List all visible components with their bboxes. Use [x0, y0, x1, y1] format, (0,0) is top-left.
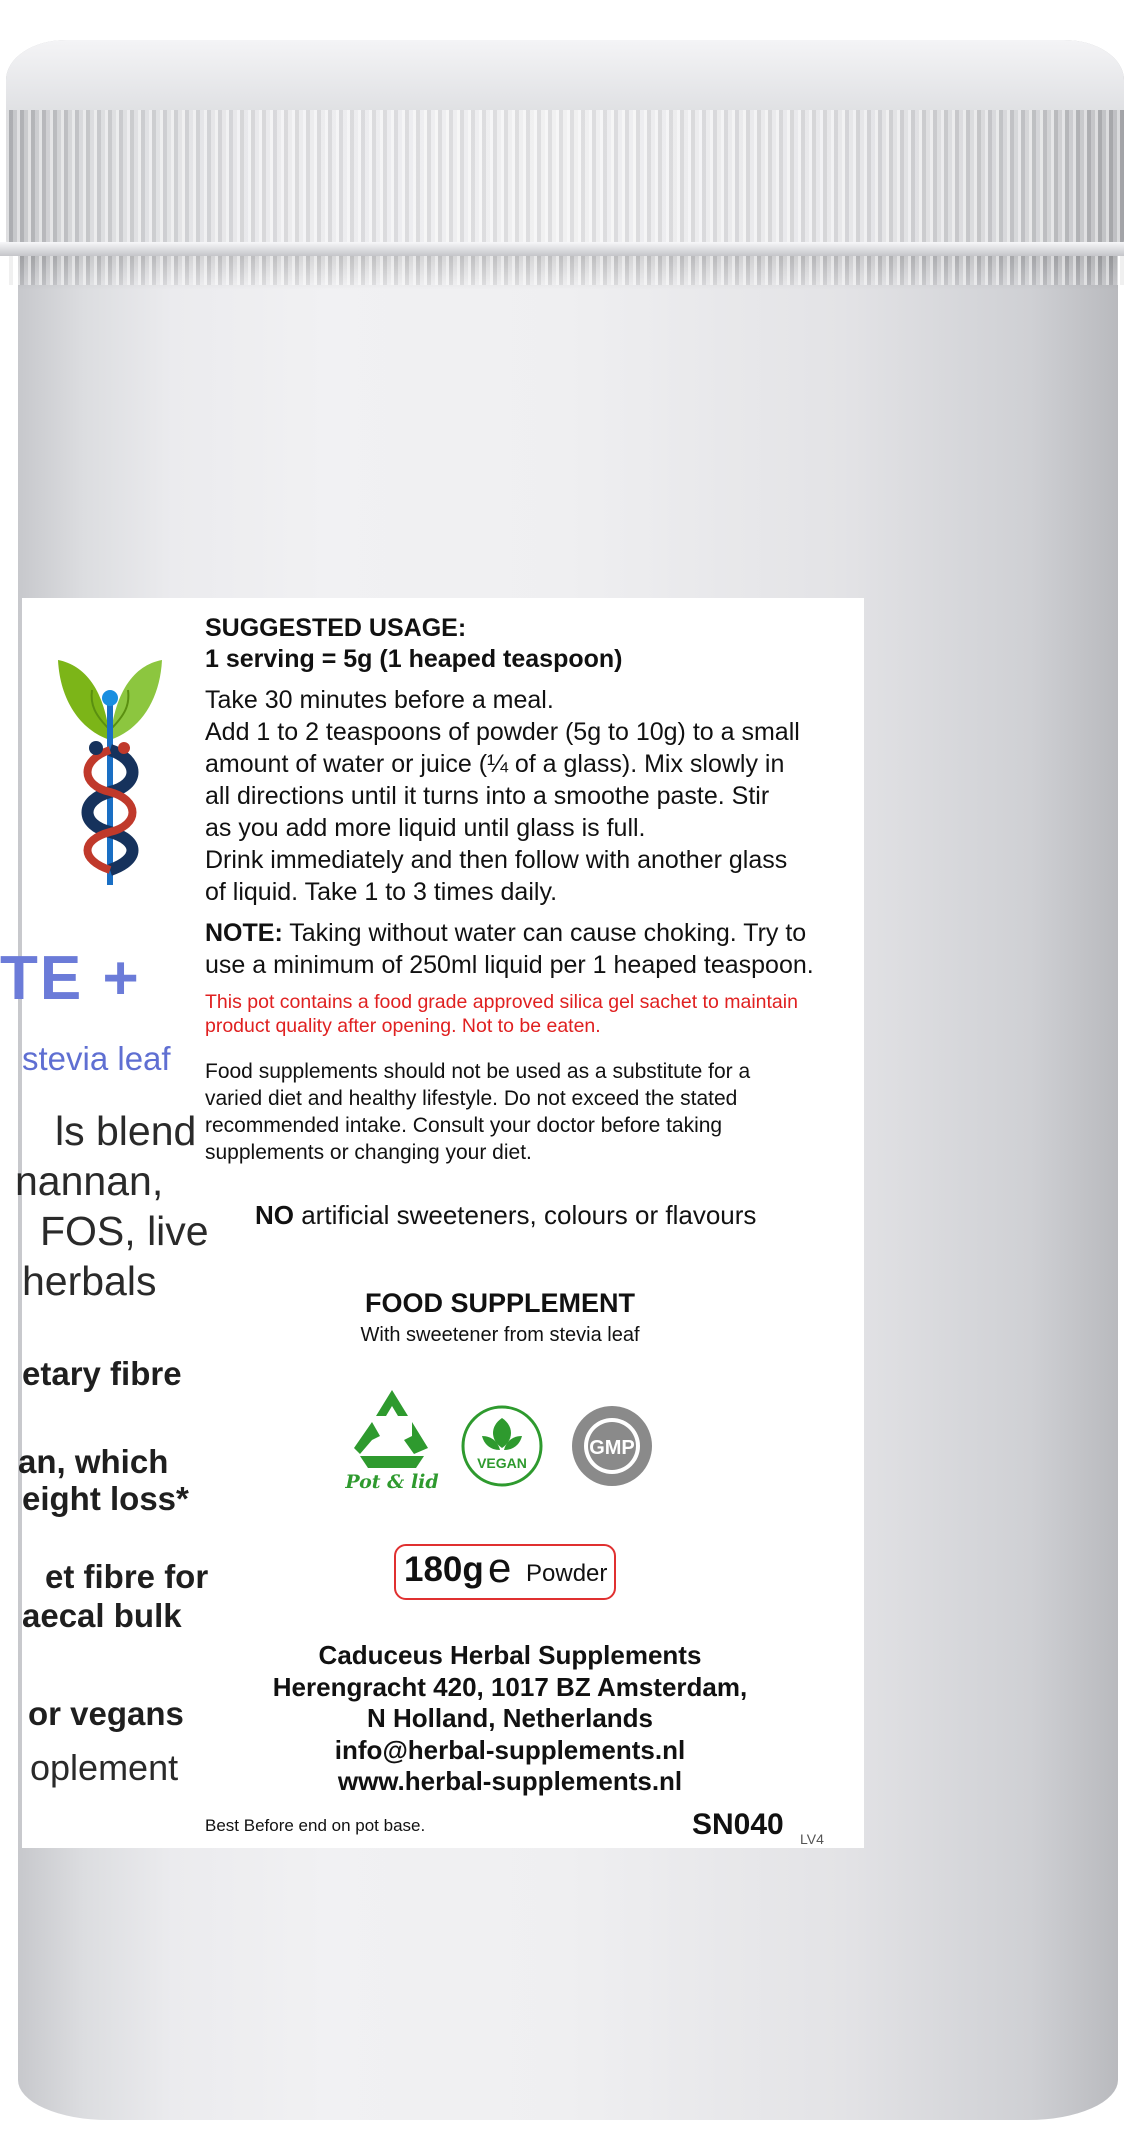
- note-text: Taking without water can cause choking. Try to: [282, 919, 807, 947]
- label-version: LV4: [800, 1831, 824, 1847]
- vegan-label: VEGAN: [477, 1455, 527, 1471]
- no-artificial-claim: [255, 1200, 756, 1231]
- net-weight-badge: [394, 1544, 616, 1600]
- disclaimer-line: supplements or changing your diet.: [205, 1141, 532, 1164]
- usage-line: amount of water or juice (¼ of a glass). Mix slowly in: [205, 750, 785, 778]
- lid-top: [6, 40, 1124, 110]
- disclaimer-line: Food supplements should not be used as a substitute for a: [205, 1060, 751, 1083]
- front-bold-line: or vegans: [28, 1695, 184, 1732]
- company-name: Caduceus Herbal Supplements: [318, 1640, 702, 1670]
- front-line: ls blend: [55, 1108, 197, 1154]
- front-line: nannan,: [15, 1158, 164, 1204]
- usage-line: as you add more liquid until glass is full.: [205, 814, 646, 842]
- usage-line: Drink immediately and then follow with another glass: [205, 846, 788, 874]
- choking-note: [205, 917, 845, 981]
- lid-rim: [0, 242, 1124, 256]
- serving-size: [205, 645, 845, 674]
- supplement-disclaimer: [205, 1058, 845, 1166]
- usage-heading-text: SUGGESTED USAGE:: [205, 614, 467, 642]
- usage-line: all directions until it turns into a smoothe paste. Stir: [205, 782, 770, 810]
- address-line: N Holland, Netherlands: [366, 1703, 654, 1733]
- product-name-fragment: TE +: [0, 944, 141, 1013]
- gmp-icon: [570, 1404, 654, 1488]
- manufacturer-address: [240, 1640, 780, 1798]
- front-bold-line: etary fibre: [22, 1355, 182, 1392]
- front-bold-line: aecal bulk: [22, 1597, 182, 1634]
- vegan-icon: [460, 1404, 544, 1488]
- recycle-caption: Pot & lid: [345, 1471, 439, 1493]
- gmp-label: GMP: [589, 1437, 635, 1459]
- front-line: oplement: [30, 1747, 179, 1788]
- front-bold-line: eight loss*: [22, 1480, 189, 1517]
- no-label: NO: [255, 1200, 294, 1230]
- usage-line: Take 30 minutes before a meal.: [205, 686, 554, 714]
- lid-ridges: [6, 95, 1124, 285]
- warning-line: This pot contains a food grade approved silica gel sachet to maintain: [205, 991, 798, 1013]
- note-text: use a minimum of 250ml liquid per 1 heaped teaspoon.: [205, 951, 814, 979]
- disclaimer-line: recommended intake. Consult your doctor before taking: [205, 1114, 723, 1137]
- front-line: herbals: [22, 1258, 157, 1304]
- silica-gel-warning: [205, 990, 845, 1038]
- best-before-note: Best Before end on pot base.: [205, 1816, 426, 1835]
- recycle-icon: [345, 1384, 439, 1494]
- product-form: Powder: [526, 1560, 608, 1587]
- website-address: www.herbal-supplements.nl: [337, 1766, 683, 1796]
- net-weight: 180g: [404, 1550, 484, 1589]
- warning-line: product quality after opening. Not to be eaten.: [205, 1015, 601, 1037]
- product-subtitle-fragment: stevia leaf: [22, 1040, 171, 1077]
- serving-size-text: 1 serving = 5g (1 heaped teaspoon): [205, 645, 623, 673]
- food-supplement-sub: With sweetener from stevia leaf: [360, 1324, 640, 1346]
- front-bold-line: et fibre for: [45, 1558, 209, 1595]
- estimate-mark: e: [488, 1544, 512, 1591]
- note-label: NOTE:: [205, 919, 283, 947]
- usage-line: Add 1 to 2 teaspoons of powder (5g to 10g) to a small: [205, 718, 800, 746]
- usage-instructions: [205, 684, 845, 908]
- caduceus-logo-icon: [40, 620, 180, 890]
- food-supplement-heading: FOOD SUPPLEMENT: [364, 1288, 635, 1318]
- usage-line: of liquid. Take 1 to 3 times daily.: [205, 878, 558, 906]
- front-bold-line: an, which: [18, 1443, 169, 1480]
- pot-lid: [6, 40, 1124, 250]
- address-line: Herengracht 420, 1017 BZ Amsterdam,: [272, 1671, 748, 1702]
- usage-heading: [205, 614, 845, 643]
- no-artificial-text: artificial sweeteners, colours or flavours: [294, 1200, 757, 1230]
- email-address: info@herbal-supplements.nl: [334, 1734, 686, 1765]
- product-code: SN040: [692, 1808, 784, 1841]
- front-line: FOS, live: [40, 1208, 209, 1254]
- disclaimer-line: varied diet and healthy lifestyle. Do not exceed the stated: [205, 1087, 738, 1110]
